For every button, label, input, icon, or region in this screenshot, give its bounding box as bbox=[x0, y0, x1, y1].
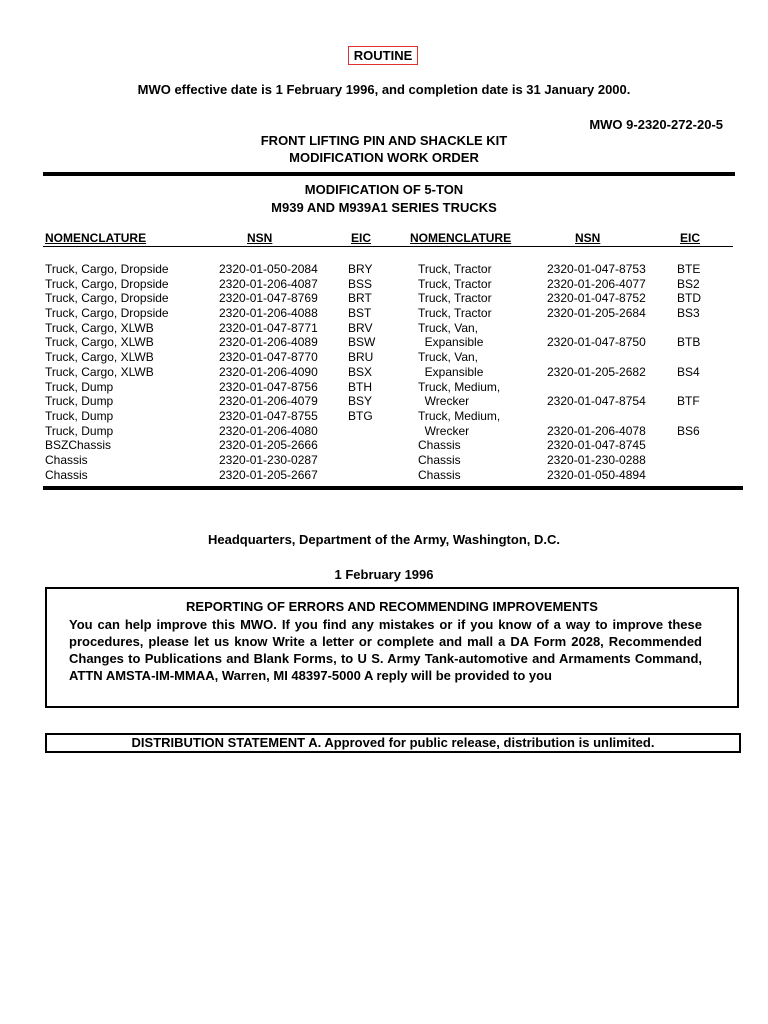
table-cell: 2320-01-230-0288 bbox=[547, 452, 646, 467]
reporting-box bbox=[45, 587, 739, 708]
headquarters-line: Headquarters, Department of the Army, Washington, D.C. bbox=[207, 532, 560, 547]
table-cell: BSY bbox=[348, 394, 373, 409]
table-cell: Truck, Dump bbox=[45, 394, 114, 409]
table-cell: Truck, Tractor bbox=[418, 291, 492, 306]
left-eic-column bbox=[348, 262, 375, 482]
header-eic-right: EIC bbox=[680, 231, 701, 245]
table-cell: BRT bbox=[348, 291, 372, 306]
table-cell bbox=[677, 350, 701, 365]
subtitle-line-1: MODIFICATION OF 5-TON bbox=[304, 182, 464, 197]
effective-date-line: MWO effective date is 1 February 1996, and completion date is 31 January 2000. bbox=[137, 82, 631, 97]
table-cell: BRV bbox=[348, 320, 373, 335]
header-nomenclature-left: NOMENCLATURE bbox=[45, 231, 147, 245]
table-cell: 2320-01-047-8745 bbox=[547, 438, 646, 453]
table-cell: 2320-01-206-4078 bbox=[547, 423, 646, 438]
table-cell: 2320-01-047-8750 bbox=[547, 335, 646, 350]
table-cell: Truck, Van, bbox=[418, 320, 479, 335]
table-cell: BST bbox=[348, 306, 372, 321]
table-cell: Truck, Cargo, Dropside bbox=[45, 276, 169, 291]
table-cell: 2320-01-047-8770 bbox=[219, 350, 318, 365]
table-cell: Chassis bbox=[45, 452, 88, 467]
table-cell: Truck, Tractor bbox=[418, 306, 492, 321]
table-cell: BTH bbox=[348, 379, 372, 394]
table-cell: 2320-01-047-8756 bbox=[219, 379, 318, 394]
table-cell: BS2 bbox=[677, 276, 700, 291]
title-line-2: MODIFICATION WORK ORDER bbox=[289, 150, 479, 165]
table-cell: BTF bbox=[677, 394, 700, 409]
table-cell: Chassis bbox=[418, 452, 461, 467]
table-cell: BRY bbox=[348, 262, 373, 276]
table-cell: Truck, Cargo, Dropside bbox=[45, 262, 169, 276]
right-eic-column bbox=[677, 262, 701, 482]
table-cell: Truck, Dump bbox=[45, 423, 114, 438]
table-cell: Truck, Cargo, Dropside bbox=[45, 306, 169, 321]
table-cell: 2320-01-205-2682 bbox=[547, 364, 646, 379]
table-cell: 2320-01-206-4079 bbox=[219, 394, 318, 409]
table-cell: BS4 bbox=[677, 364, 700, 379]
routine-label: ROUTINE bbox=[348, 46, 418, 65]
table-cell bbox=[547, 409, 646, 424]
table-cell: Truck, Cargo, XLWB bbox=[45, 364, 154, 379]
table-cell bbox=[547, 350, 646, 365]
reporting-title: REPORTING OF ERRORS AND RECOMMENDING IMPROVEMENTS bbox=[186, 599, 598, 614]
table-cell: Truck, Dump bbox=[45, 379, 114, 394]
header-nsn-right: NSN bbox=[575, 231, 601, 245]
table-cell: 2320-01-047-8753 bbox=[547, 262, 646, 276]
table-cell: BSS bbox=[348, 276, 373, 291]
table-cell: Truck, Cargo, XLWB bbox=[45, 350, 154, 365]
table-cell: 2320-01-047-8754 bbox=[547, 394, 646, 409]
table-cell: Truck, Medium, bbox=[418, 379, 501, 394]
table-cell: Wrecker bbox=[418, 423, 470, 438]
table-cell: BTB bbox=[677, 335, 701, 350]
table-cell bbox=[677, 409, 701, 424]
header-nomenclature-right: NOMENCLATURE bbox=[410, 231, 512, 245]
table-cell: 2320-01-206-4088 bbox=[219, 306, 318, 321]
table-cell: Truck, Cargo, XLWB bbox=[45, 320, 154, 335]
table-cell: Truck, Tractor bbox=[418, 262, 492, 276]
table-cell: BSZChassis bbox=[45, 438, 112, 453]
table-cell bbox=[547, 321, 646, 336]
left-nomenclature-column bbox=[45, 262, 169, 482]
table-cell: BTE bbox=[677, 262, 701, 276]
table-cell: 2320-01-206-4089 bbox=[219, 335, 318, 350]
table-cell: BSW bbox=[348, 335, 376, 350]
table-cell: Chassis bbox=[418, 467, 461, 482]
table-cell: BS6 bbox=[677, 423, 700, 438]
table-cell: 2320-01-206-4080 bbox=[219, 423, 318, 438]
table-cell bbox=[348, 424, 375, 439]
mwo-number: MWO 9-2320-272-20-5 bbox=[589, 117, 723, 132]
table-cell bbox=[547, 380, 646, 395]
table-cell bbox=[677, 438, 701, 453]
table-cell: Truck, Dump bbox=[45, 408, 114, 423]
table-cell: 2320-01-050-2084 bbox=[219, 262, 318, 276]
table-cell: Wrecker bbox=[418, 394, 470, 409]
table-cell: Truck, Van, bbox=[418, 350, 479, 365]
reporting-body: You can help improve this MWO. If you find any mistakes or if you know of a way to improve these procedures, please let us know Write a letter or complete and mall a DA Form 2028, Recommended Changes to Publications and Blank Forms, to U S. Army Tank-automotive and Armaments Command, ATTN AMSTA-IM-MMAA, Warren, MI 48397-5000 A reply will be provided to you bbox=[69, 617, 702, 683]
table-cell bbox=[348, 438, 375, 453]
table-cell: Expansible bbox=[418, 335, 484, 350]
subtitle-line-2: M939 AND M939A1 SERIES TRUCKS bbox=[271, 200, 497, 215]
top-heavy-rule bbox=[43, 172, 735, 176]
table-cell: 2320-01-047-8771 bbox=[219, 320, 318, 335]
right-nsn-column bbox=[547, 262, 646, 482]
table-cell: 2320-01-206-4087 bbox=[219, 276, 318, 291]
table-cell: 2320-01-050-4894 bbox=[547, 467, 646, 482]
table-cell: BTD bbox=[677, 291, 701, 306]
table-cell: 2320-01-205-2684 bbox=[547, 306, 646, 321]
table-cell: Chassis bbox=[45, 467, 88, 482]
table-cell: Chassis bbox=[418, 438, 461, 453]
table-cell: 2320-01-206-4090 bbox=[219, 364, 318, 379]
table-cell: 2320-01-205-2667 bbox=[219, 467, 318, 482]
table-cell bbox=[677, 468, 701, 483]
table-cell: BRU bbox=[348, 350, 374, 365]
table-cell bbox=[677, 321, 701, 336]
bottom-heavy-rule bbox=[43, 486, 743, 490]
table-cell: Truck, Medium, bbox=[418, 408, 501, 423]
header-nsn-left: NSN bbox=[247, 231, 273, 245]
table-cell: BS3 bbox=[677, 306, 700, 321]
date-line: 1 February 1996 bbox=[334, 567, 434, 582]
table-cell: BTG bbox=[348, 408, 373, 423]
table-cell: 2320-01-047-8769 bbox=[219, 291, 318, 306]
table-cell: 2320-01-047-8752 bbox=[547, 291, 646, 306]
distribution-statement: DISTRIBUTION STATEMENT A. Approved for public release, distribution is unlimited. bbox=[45, 733, 741, 753]
right-nomenclature-column bbox=[418, 262, 500, 482]
table-cell: 2320-01-047-8755 bbox=[219, 408, 318, 423]
table-cell: 2320-01-230-0287 bbox=[219, 452, 318, 467]
header-eic-left: EIC bbox=[351, 231, 372, 245]
header-rule bbox=[43, 246, 733, 247]
table-cell: Truck, Tractor bbox=[418, 276, 492, 291]
table-cell bbox=[677, 453, 701, 468]
table-cell: 2320-01-205-2666 bbox=[219, 438, 318, 453]
table-cell bbox=[348, 453, 375, 468]
table-cell bbox=[348, 468, 375, 483]
table-cell: BSX bbox=[348, 364, 373, 379]
title-line-1: FRONT LIFTING PIN AND SHACKLE KIT bbox=[260, 133, 508, 148]
table-cell bbox=[677, 380, 701, 395]
table-cell: Truck, Cargo, Dropside bbox=[45, 291, 169, 306]
left-nsn-column bbox=[219, 262, 318, 482]
table-cell: 2320-01-206-4077 bbox=[547, 276, 646, 291]
table-cell: Expansible bbox=[418, 364, 484, 379]
table-cell: Truck, Cargo, XLWB bbox=[45, 335, 154, 350]
